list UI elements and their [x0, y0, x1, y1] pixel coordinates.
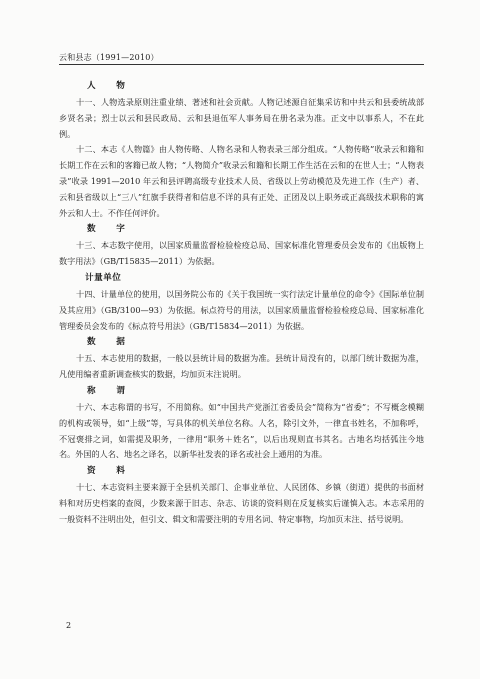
paragraph: 十一、人物选录原则注重业绩、著述和社会贡献。人物记述源自征集采访和中共云和县委统战部乡贤名录；烈士以云和县民政局、云和县退伍军人事务局在册名录为准。正文中以事系人，不在此例。	[59, 97, 424, 139]
section-sources	[59, 463, 424, 527]
paragraph: 十三、本志数字使用，以国家质量监督检验检疫总局、国家标准化管理委员会发布的《出版物上数字用法》（GB/T15835—2011）为依据。	[59, 240, 424, 267]
section-units	[59, 270, 424, 334]
section-people	[59, 78, 424, 221]
section-title: 资 料	[87, 466, 131, 477]
paragraph: 十四、计量单位的使用，以国务院公布的《关于我国统一实行法定计量单位的命令》《国际单位制及其应用》（GB/3100—93）为依据。标点符号的用法，以国家质量监督检验检疫总局、国家标准化管理委员会发布的《标点符号用法》（GB/T15834—2011）为依据。	[59, 288, 424, 331]
paragraph: 十七、本志资料主要来源于全县机关部门、企事业单位、人民团体、乡镇（街道）提供的书面材料和对历史档案的查阅，少数来源于旧志、杂志、访谈的资料则在反复核实后谨慎入志。本志采用的一般资料不注明出处，但引文、辑文和需要注明的专用名词、特定事物，均加页末注、括号说明。	[59, 482, 424, 524]
header-rule	[59, 64, 424, 65]
page-body	[59, 78, 424, 528]
section-title: 数 据	[87, 337, 131, 348]
section-title: 人 物	[87, 81, 131, 91]
section-appellation	[59, 383, 424, 463]
section-data	[59, 334, 424, 383]
section-title: 计量单位	[85, 272, 122, 283]
paragraph: 十五、本志使用的数据，一般以县统计局的数据为准。县统计局没有的，以部门统计数据为准，凡使用编者重新调查核实的数据，均加页末注说明。	[59, 353, 424, 380]
paragraph: 十六、本志称谓的书写，不用简称。如“中国共产党浙江省委员会”简称为“省委”；不写概念模糊的机构或领导，如“上级”等，写具体的机关单位名称。人名，除引文外，一律直书姓名，不加称呼，不冠褒排之词，如需提及职务，一律用“职务＋姓名”，以后出现则直书其名。古地名均括弧注今地名。外国的人名、地名之译名，以新华社发表的译名或社会上通用的为准。	[59, 401, 424, 460]
section-numbers	[59, 221, 424, 270]
running-header: 云和县志（1991—2010）	[59, 53, 159, 62]
section-title: 称 谓	[87, 385, 131, 396]
paragraph: 十二、本志《人物篇》由人物传略、人物名录和人物表录三部分组成。“人物传略”收录云和籍和长期工作在云和的客籍已故人物；“人物简介”收录云和籍和长期工作生活在云和的在世人士；“人物表录”收录 1991—2010 年云和县评聘高级专业技术人员、省级以上劳动模范及先进工作（生产）者、云和县省级以上“三八”红旗手获得者和信息不详的具有正处、正团及以上职务或正高级技术职称的寓外云和人士。不作任何评价。	[59, 144, 424, 218]
page-number: 2	[66, 621, 72, 630]
section-title: 数 字	[87, 224, 131, 235]
